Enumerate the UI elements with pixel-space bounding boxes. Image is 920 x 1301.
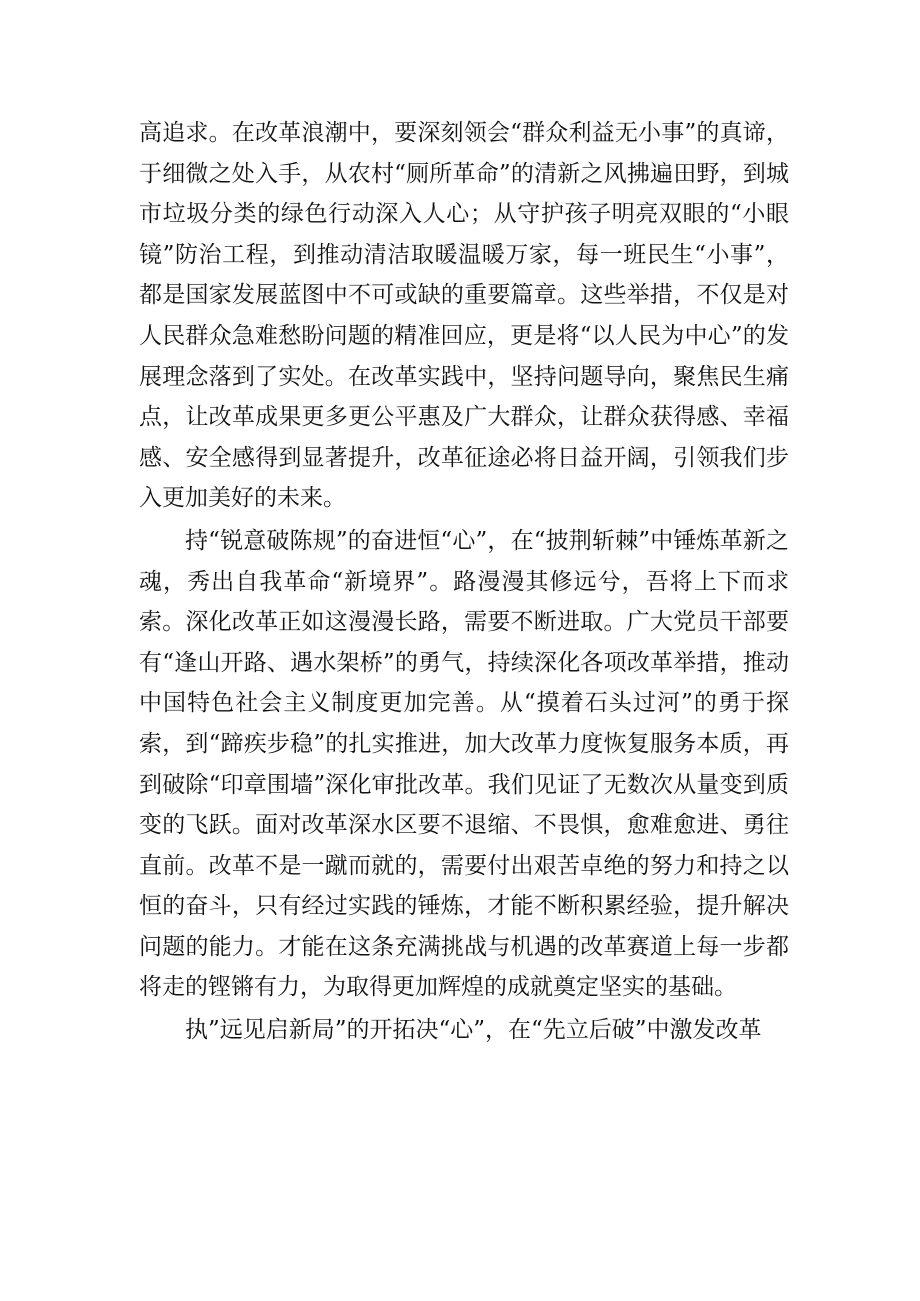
paragraph-3: 执”远见启新局”的开拓决“心”，在“先立后破”中激发改革 [185,1017,762,1044]
paragraph-2: 持“锐意破陈规”的奋进恒“心”，在“披荆斩棘”中锤炼革新之魂，秀出自我革命“新境界”。路漫漫其修远兮，吾将上下而求索。深化改革正如这漫漫长路，需要不断进取。广大党员干部要有“逢山开路、遇水架桥”的勇气，持续深化各项改革举措，推动中国特色社会主义制度更加完善。从“摸着石头过河”的勇于探索，到“蹄疾步稳”的扎实推进，加大改革力度恢复服务本质，再到破除“印章围墙”深化审批改革。我们见证了无数次从量变到质变的飞跃。面对改革深水区要不退缩、不畏惧，愈难愈进、勇往直前。改革不是一蹴而就的，需要付出艰苦卓绝的努力和持之以恒的奋斗，只有经过实践的锤炼，才能不断积累经验，提升解决问题的能力。才能在这条充满挑战与机遇的改革赛道上每一步都将走的铿锵有力，为取得更加辉煌的成就奠定坚实的基础。 [139,527,789,1001]
document-body [139,113,789,1051]
paragraph-1: 高追求。在改革浪潮中，要深刻领会“群众利益无小事”的真谛，于细微之处入手，从农村“厕所革命”的清新之风拂遍田野，到城市垃圾分类的绿色行动深入人心；从守护孩子明亮双眼的“小眼镜”防治工程，到推动清洁取暖温暖万家，每一班民生“小事”，都是国家发展蓝图中不可或缺的重要篇章。这些举措，不仅是对人民群众急难愁盼问题的精准回应，更是将“以人民为中心”的发展理念落到了实处。在改革实践中，坚持问题导向，聚焦民生痛点，让改革成果更多更公平惠及广大群众，让群众获得感、幸福感、安全感得到显著提升，改革征途必将日益开阔，引领我们步入更加美好的未来。 [139,120,789,512]
